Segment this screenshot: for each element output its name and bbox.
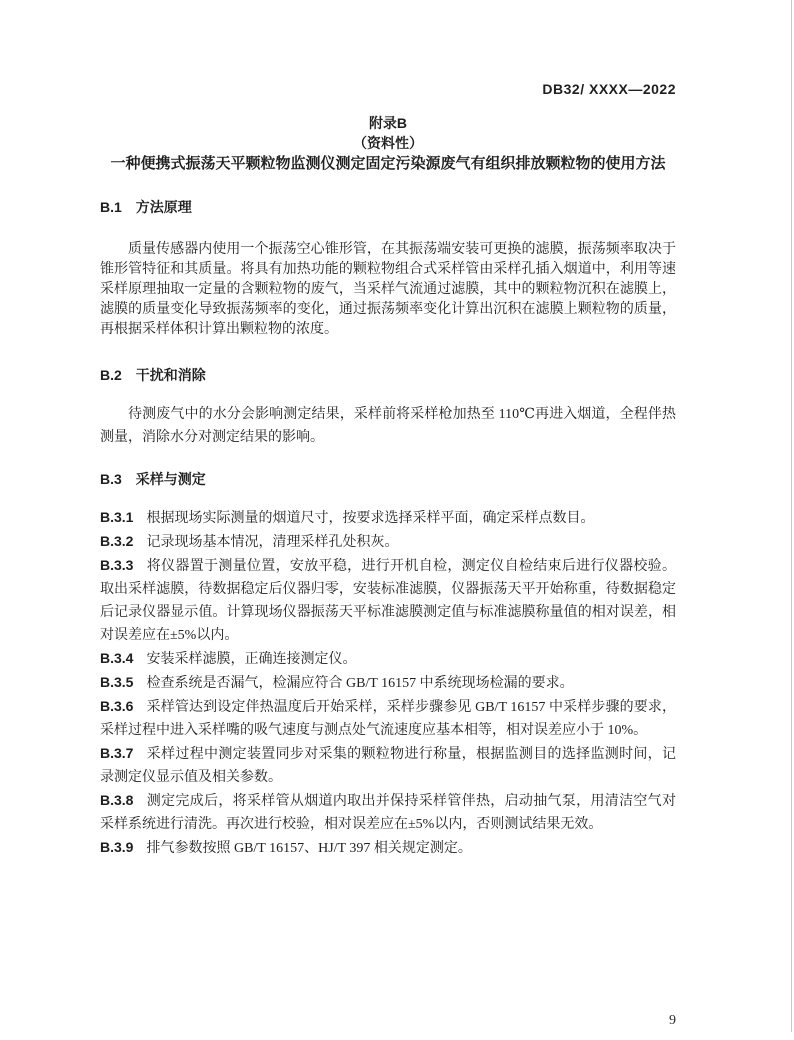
- section-b1-paragraph: 质量传感器内使用一个振荡空心锥形管，在其振荡端安装可更换的滤膜，振荡频率取决于锥形管特征和其质量。将具有加热功能的颗粒物组合式采样管由采样孔插入烟道中，利用等速采样原理抽取一定量的含颗粒物的废气，当采样气流通过滤膜，其中的颗粒物沉积在滤膜上，滤膜的质量变化导致振荡频率的变化，通过振荡频率变化计算出沉积在滤膜上颗粒物的质量，再根据采样体积计算出颗粒物的浓度。: [100, 242, 676, 337]
- section-title: 方法原理: [135, 199, 192, 215]
- page-number: 9: [669, 1013, 676, 1028]
- clause-number: B.3.3: [100, 557, 134, 573]
- section-number: B.2: [100, 367, 122, 383]
- clause-item: [100, 530, 676, 554]
- clause-text: 排气参数按照 GB/T 16157、HJ/T 397 相关规定测定。: [146, 841, 472, 856]
- clause-number: B.3.8: [100, 792, 134, 808]
- clause-text: 根据现场实际测量的烟道尺寸，按要求选择采样平面，确定采样点数目。: [146, 511, 595, 526]
- section-b2-paragraph: 待测废气中的水分会影响测定结果，采样前将采样枪加热至 110℃再进入烟道，全程伴热测量，消除水分对测定结果的影响。: [100, 407, 676, 445]
- clause-text: 采样管达到设定伴热温度后开始采样，采样步骤参见 GB/T 16157 中采样步骤的要求，采样过程中进入采样嘴的吸气速度与测点处气流速度应基本相等，相对误差应小于 10%。: [100, 700, 676, 738]
- appendix-label: 附录B: [368, 115, 408, 131]
- clause-text: 安装采样滤膜，正确连接测定仪。: [146, 652, 357, 667]
- clause-item: [100, 836, 676, 860]
- clause-text: 将仪器置于测量位置，安放平稳，进行开机自检，测定仪自检结束后进行仪器校验。取出采样滤膜，待数据稳定后仪器归零，安装标准滤膜，仪器振荡天平开始称重，待数据稳定后记录仪器显示值。计算现场仪器振荡天平标准滤膜测定值与标准滤膜称量值的相对误差，相对误差应在±5%以内。: [100, 559, 676, 643]
- clause-item: [100, 506, 676, 530]
- clause-text: 采样过程中测定装置同步对采集的颗粒物进行称量，根据监测目的选择监测时间，记录测定仪显示值及相关参数。: [100, 747, 676, 785]
- section-number: B.1: [100, 199, 122, 215]
- clause-text: 检查系统是否漏气，检漏应符合 GB/T 16157 中系统现场检漏的要求。: [146, 676, 574, 691]
- clause-item: [100, 554, 676, 647]
- clause-item: [100, 695, 676, 742]
- clause-number: B.3.2: [100, 533, 134, 549]
- clause-item: [100, 742, 676, 789]
- clause-text: 测定完成后，将采样管从烟道内取出并保持采样管伴热，启动抽气泵，用清洁空气对采样系统进行清洗。再次进行校验，相对误差应在±5%以内，否则测试结果无效。: [100, 794, 676, 832]
- appendix-title: 一种便携式振荡天平颗粒物监测仪测定固定污染源废气有组织排放颗粒物的使用方法: [110, 155, 666, 172]
- clause-text: 记录现场基本情况，清理采样孔处积灰。: [146, 535, 399, 550]
- section-title: 干扰和消除: [135, 367, 206, 383]
- section-number: B.3: [100, 471, 122, 487]
- section-heading-b1: [100, 197, 676, 217]
- section-heading-b2: [100, 365, 676, 385]
- page-content: [100, 80, 676, 860]
- clause-number: B.3.4: [100, 650, 134, 666]
- clause-number: B.3.9: [100, 839, 134, 855]
- clause-item: [100, 671, 676, 695]
- clause-list: [100, 506, 676, 860]
- clause-number: B.3.5: [100, 674, 134, 690]
- clause-number: B.3.7: [100, 745, 134, 761]
- clause-number: B.3.6: [100, 698, 134, 714]
- document-code: DB32/ XXXX—2022: [542, 81, 676, 97]
- clause-item: [100, 647, 676, 671]
- clause-number: B.3.1: [100, 509, 134, 525]
- section-title: 采样与测定: [135, 471, 206, 487]
- appendix-classification: （资料性）: [353, 135, 423, 151]
- clause-item: [100, 789, 676, 836]
- section-heading-b3: [100, 469, 676, 489]
- page-edge-divider: [791, 0, 792, 1032]
